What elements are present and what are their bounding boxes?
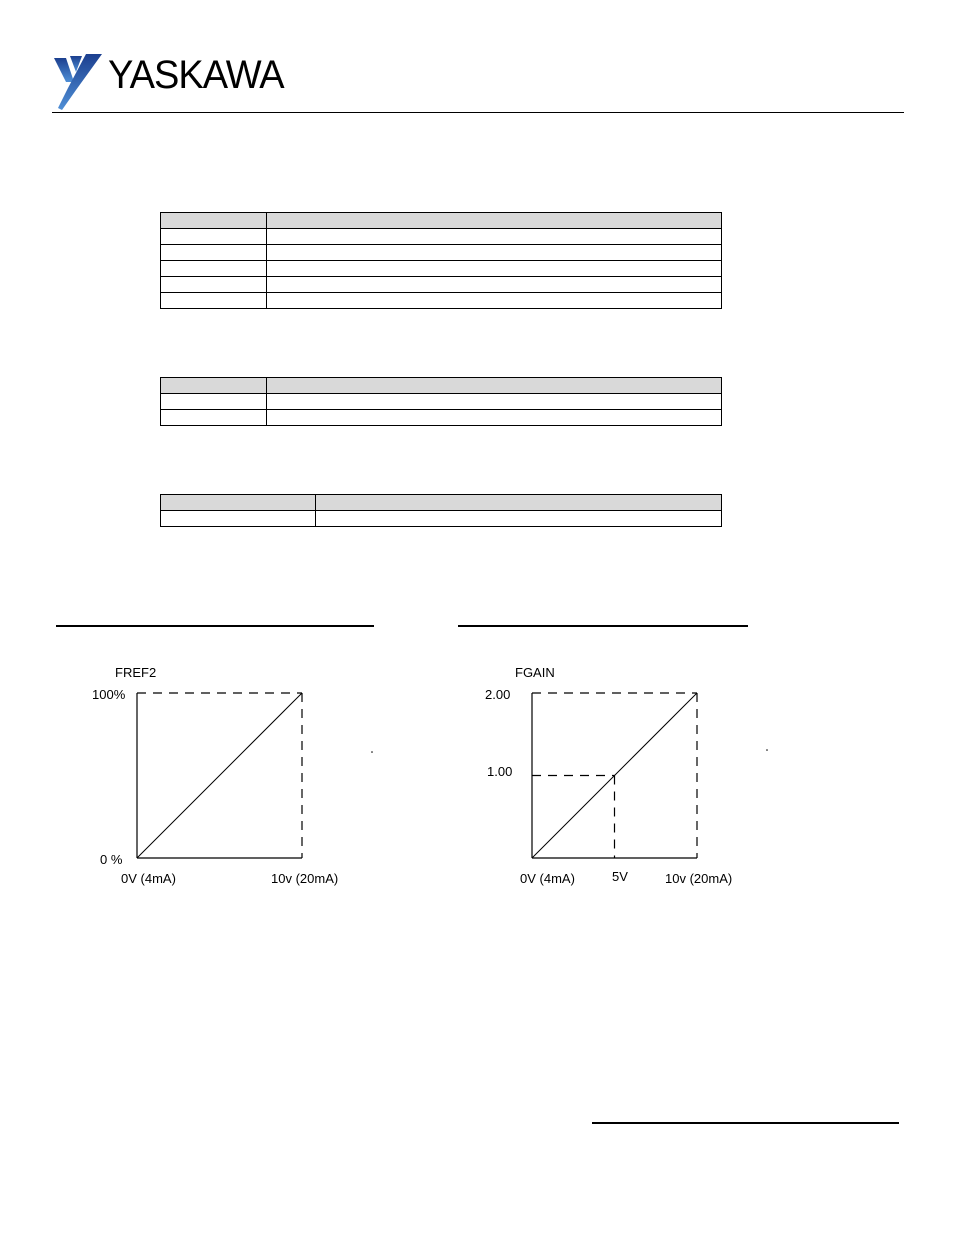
- table-cell: [267, 293, 722, 309]
- table-header-cell: [161, 213, 267, 229]
- chart-title: FREF2: [115, 665, 157, 680]
- section-heading-rule-right: [458, 625, 748, 627]
- stray-mark: [371, 751, 373, 753]
- table-row: [161, 293, 722, 309]
- table-cell: [161, 261, 267, 277]
- y-tick-label: 2.00: [485, 687, 511, 702]
- table-header-row: [161, 378, 722, 394]
- y-tick-label: 1.00: [487, 764, 513, 779]
- table-cell: [267, 410, 722, 426]
- table-row: [161, 261, 722, 277]
- section-heading-rule-left: [56, 625, 374, 627]
- header-divider: [52, 112, 904, 113]
- table-cell: [161, 511, 316, 527]
- table-1: [160, 212, 722, 309]
- table-row: [161, 245, 722, 261]
- table-cell: [267, 261, 722, 277]
- series-line: [137, 693, 302, 858]
- x-tick-label: 10v (20mA): [271, 871, 339, 886]
- x-tick-label: 0V (4mA): [520, 871, 575, 886]
- table-cell: [267, 229, 722, 245]
- y-tick-label: 100%: [92, 687, 126, 702]
- table-cell: [161, 394, 267, 410]
- yaskawa-logo: [52, 50, 302, 112]
- table-row: [161, 229, 722, 245]
- x-tick-label: 0V (4mA): [121, 871, 176, 886]
- chart-fgain: [475, 655, 775, 895]
- yaskawa-logo-icon: [52, 50, 108, 112]
- chart-title: FGAIN: [515, 665, 555, 680]
- table-cell: [161, 229, 267, 245]
- table-cell: [316, 511, 722, 527]
- table-header-cell: [267, 378, 722, 394]
- table-cell: [267, 394, 722, 410]
- table-cell: [161, 410, 267, 426]
- signature-line: [592, 1122, 899, 1124]
- table-cell: [161, 245, 267, 261]
- table-header-row: [161, 495, 722, 511]
- table-header-cell: [161, 495, 316, 511]
- table-cell: [161, 293, 267, 309]
- table-row: [161, 511, 722, 527]
- stray-mark: [766, 749, 768, 751]
- table-2: [160, 377, 722, 426]
- table-header-cell: [316, 495, 722, 511]
- table-header-cell: [267, 213, 722, 229]
- chart-fref2: [80, 655, 380, 895]
- table-cell: [267, 277, 722, 293]
- table-row: [161, 277, 722, 293]
- brand-name: YASKAWA: [108, 53, 284, 97]
- table-3: [160, 494, 722, 527]
- table-header-cell: [161, 378, 267, 394]
- table-header-row: [161, 213, 722, 229]
- x-tick-label: 5V: [612, 869, 628, 884]
- table-cell: [161, 277, 267, 293]
- table-row: [161, 394, 722, 410]
- table-cell: [267, 245, 722, 261]
- table-row: [161, 410, 722, 426]
- y-tick-label: 0 %: [100, 852, 123, 867]
- x-tick-label: 10v (20mA): [665, 871, 733, 886]
